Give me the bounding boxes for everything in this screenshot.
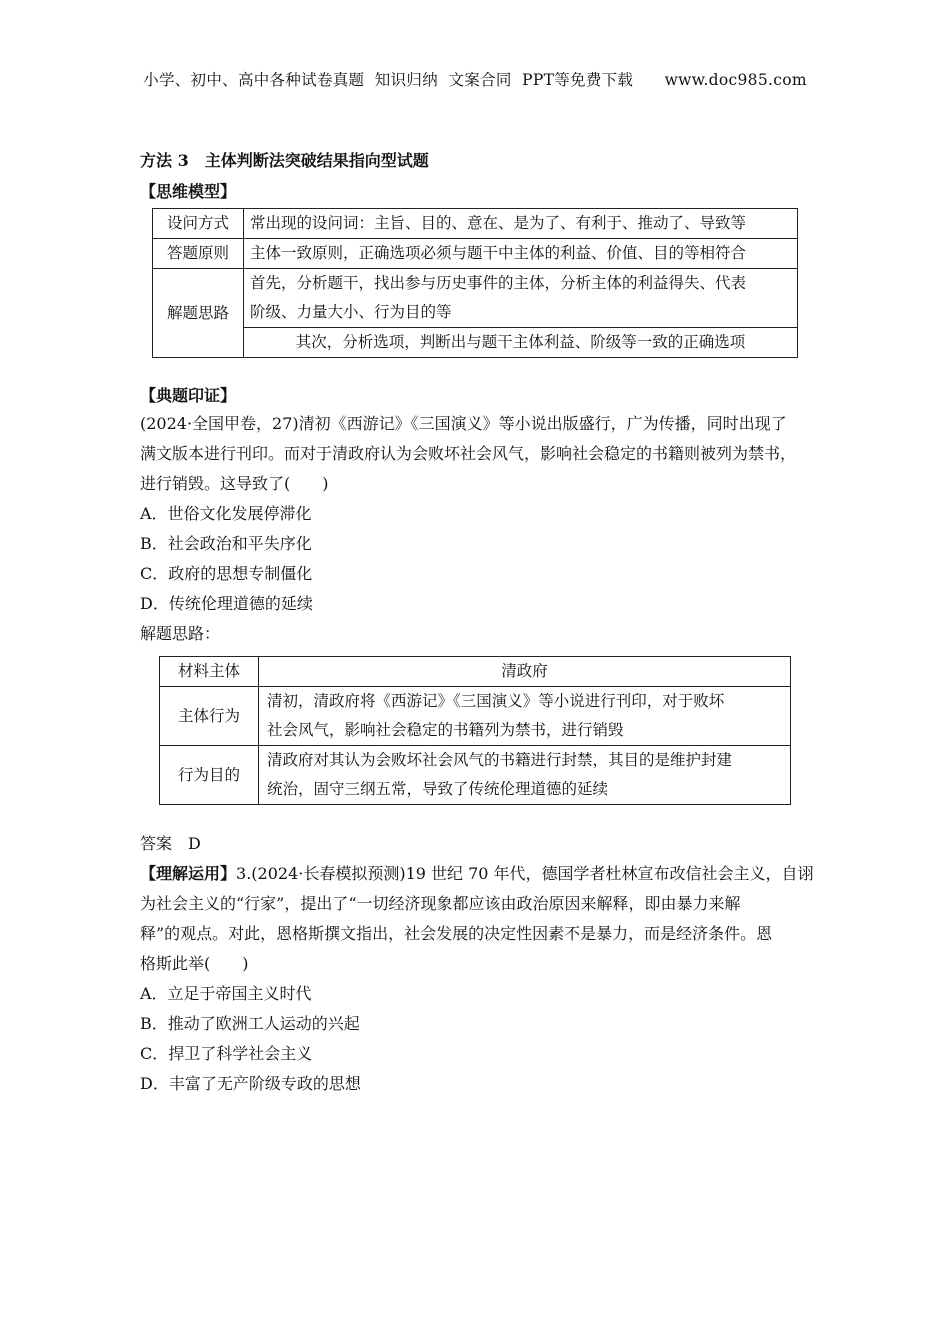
stem-line: 为社会主义的“行家”，提出了“一切经济现象都应该由政治原因来解释，即由暴力来解 (140, 894, 741, 913)
header-value: 清政府 (259, 657, 791, 687)
row-label: 答题原则 (153, 239, 244, 269)
example-heading: 【典题印证】 (140, 386, 237, 405)
row-label: 行为目的 (160, 746, 259, 805)
table-row (153, 209, 798, 239)
row-text-line: 社会风气，影响社会稳定的书籍列为禁书，进行销毁 (267, 721, 624, 739)
practice-stem-first: 3.(2024·长春模拟预测)19 世纪 70 年代，德国学者杜林宣布改信社会主义，自诩 (236, 864, 814, 883)
row-text-line: 清政府对其认为会败坏社会风气的书籍进行封禁，其目的是维护封建 (267, 751, 733, 769)
table-row (160, 687, 791, 746)
row-text: 常出现的设问词：主旨、目的、意在、是为了、有利于、推动了、导致等 (244, 209, 798, 239)
header-label: 材料主体 (160, 657, 259, 687)
row-text-line: 统治，固守三纲五常，导致了传统伦理道德的延续 (267, 780, 609, 798)
stem-line: 格斯此举( ) (140, 954, 249, 973)
example-stem (140, 409, 820, 649)
table-row (160, 746, 791, 805)
stem-line: (2024·全国甲卷，27)清初《西游记》《三国演义》等小说出版盛行，广为传播，同时出现了 (140, 414, 787, 433)
table-row (153, 269, 798, 328)
page-header: 小学、初中、高中各种试卷真题 知识归纳 文案合同 PPT等免费下载 www.doc985.com (143, 71, 807, 89)
thinking-model-table (152, 208, 798, 358)
row-text (259, 687, 791, 746)
table-row (160, 657, 791, 687)
option-b: B．社会政治和平失序化 (140, 534, 312, 553)
row-text: 其次，分析选项，判断出与题干主体利益、阶级等一致的正确选项 (244, 328, 798, 358)
stem-line (140, 859, 820, 889)
option-c: C．政府的思想专制僵化 (140, 564, 313, 583)
analysis-table (159, 656, 791, 805)
row-label: 主体行为 (160, 687, 259, 746)
option-d: D．传统伦理道德的延续 (140, 594, 313, 613)
row-text-line: 首先，分析题干，找出参与历史事件的主体，分析主体的利益得失、代表 (250, 274, 747, 292)
method-title: 方法 3 主体判断法突破结果指向型试题 (140, 151, 429, 170)
stem-line: 满文版本进行刊印。而对于清政府认为会败坏社会风气，影响社会稳定的书籍则被列为禁书， (140, 444, 797, 463)
practice-label: 【理解运用】 (140, 864, 237, 883)
option-a: A．立足于帝国主义时代 (140, 984, 312, 1003)
table-row (153, 328, 798, 358)
option-a: A．世俗文化发展停滞化 (140, 504, 312, 523)
analysis-label: 解题思路： (140, 624, 221, 643)
row-text-line: 清初，清政府将《西游记》《三国演义》等小说进行刊印，对于败坏 (267, 692, 725, 710)
stem-line: 进行销毁。这导致了( ) (140, 474, 329, 493)
table-row (153, 239, 798, 269)
option-b: B．推动了欧洲工人运动的兴起 (140, 1014, 360, 1033)
answer: 答案 D (140, 834, 201, 853)
stem-line: 释”的观点。对此，恩格斯撰文指出，社会发展的决定性因素不是暴力，而是经济条件。恩 (140, 924, 773, 943)
row-label: 设问方式 (153, 209, 244, 239)
row-text (259, 746, 791, 805)
row-text: 主体一致原则，正确选项必须与题干中主体的利益、价值、目的等相符合 (244, 239, 798, 269)
option-c: C．捍卫了科学社会主义 (140, 1044, 313, 1063)
practice-question (140, 859, 820, 1099)
option-d: D．丰富了无产阶级专政的思想 (140, 1074, 361, 1093)
row-label: 解题思路 (153, 269, 244, 358)
model-heading: 【思维模型】 (140, 182, 237, 201)
row-text-line: 阶级、力量大小、行为目的等 (250, 303, 452, 321)
row-text (244, 269, 798, 328)
